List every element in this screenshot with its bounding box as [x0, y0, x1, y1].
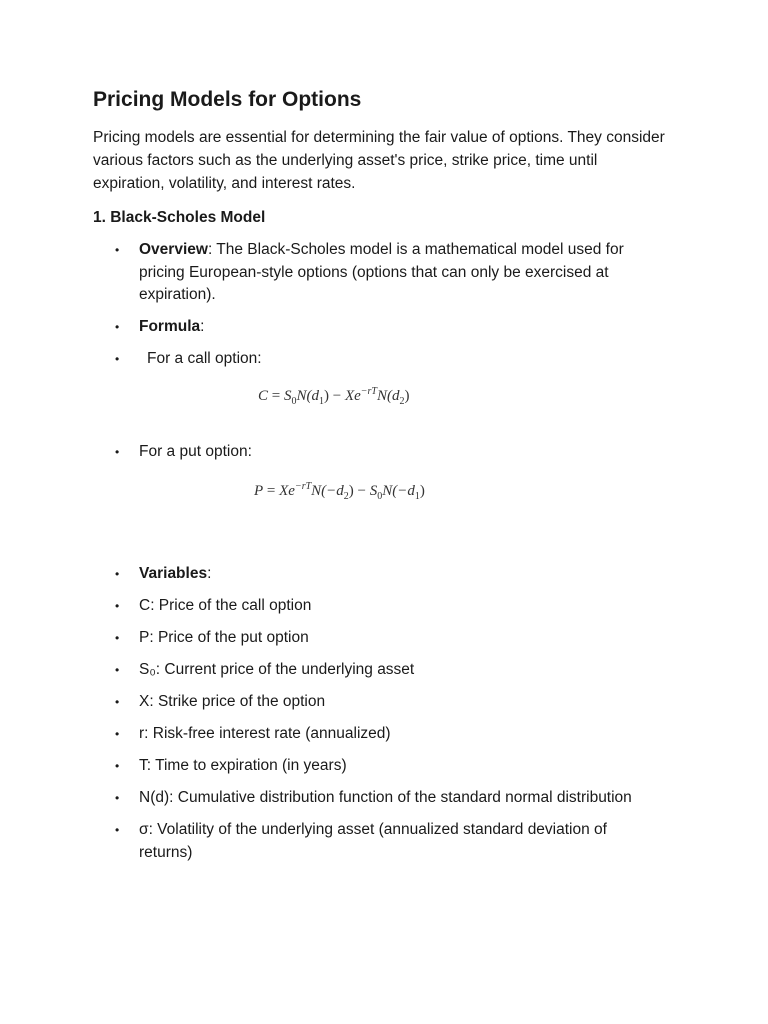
- variable-text: P: Price of the put option: [139, 629, 309, 646]
- list-item-formula: • Formula:: [93, 316, 659, 339]
- section-heading: 1. Black-Scholes Model: [93, 209, 266, 226]
- list-item: [93, 787, 659, 810]
- list-item: [93, 755, 659, 778]
- list-item: [93, 595, 659, 618]
- variable-text: r: Risk-free interest rate (annualized): [139, 725, 391, 742]
- bullet-icon: •: [115, 352, 120, 366]
- intro-paragraph: Pricing models are essential for determining the fair value of options. They consider various factors such as the underlying asset's price, strike price, time until expiration, volatility, and interest rates.: [93, 129, 665, 192]
- bullet-icon: •: [115, 791, 120, 805]
- variable-text: σ: Volatility of the underlying asset (annualized standard deviation of returns): [139, 821, 607, 861]
- list-item: [93, 723, 659, 746]
- call-option-label: For a call option:: [147, 350, 262, 367]
- list-item-overview: [93, 239, 659, 307]
- bullet-icon: •: [115, 695, 120, 709]
- list-item: [93, 627, 659, 650]
- page-title: Pricing Models for Options: [93, 88, 362, 111]
- bullet-icon: •: [115, 727, 120, 741]
- bullet-icon: •: [115, 243, 120, 257]
- overview-text: : The Black-Scholes model is a mathematical model used for pricing European-style options (options that can only be exercised at expiration).: [139, 241, 624, 303]
- variables-label: Variables: [139, 565, 208, 582]
- variable-text: C: Price of the call option: [139, 597, 312, 614]
- put-option-label: For a put option:: [139, 443, 252, 460]
- put-option-formula: $P = Xe^{-rT}N(-d_2) - S_0N(-d_1)$: [254, 481, 425, 502]
- bullet-icon: •: [115, 320, 120, 334]
- call-option-formula: $C = S_0N(d_1) - Xe^{-rT}N(d_2)$: [258, 386, 410, 407]
- list-item: [93, 691, 659, 714]
- bullet-icon: •: [115, 567, 120, 581]
- list-item-put: [93, 441, 659, 464]
- variable-text: S₀: Current price of the underlying asset: [139, 661, 415, 678]
- bullet-icon: •: [115, 663, 120, 677]
- list-item: [93, 659, 659, 682]
- variable-text: N(d): Cumulative distribution function of the standard normal distribution: [139, 789, 632, 806]
- list-item: [93, 819, 659, 864]
- list-item-call: [93, 348, 659, 371]
- bullet-icon: •: [115, 631, 120, 645]
- model-list: [93, 239, 678, 864]
- bullet-icon: •: [115, 759, 120, 773]
- list-item-variables: • Variables:: [93, 563, 659, 586]
- variable-text: X: Strike price of the option: [139, 693, 326, 710]
- bullet-icon: •: [115, 599, 120, 613]
- variable-text: T: Time to expiration (in years): [139, 757, 347, 774]
- overview-label: Overview: [139, 241, 208, 258]
- bullet-icon: •: [115, 445, 120, 459]
- formula-label: Formula: [139, 318, 201, 335]
- bullet-icon: •: [115, 823, 120, 837]
